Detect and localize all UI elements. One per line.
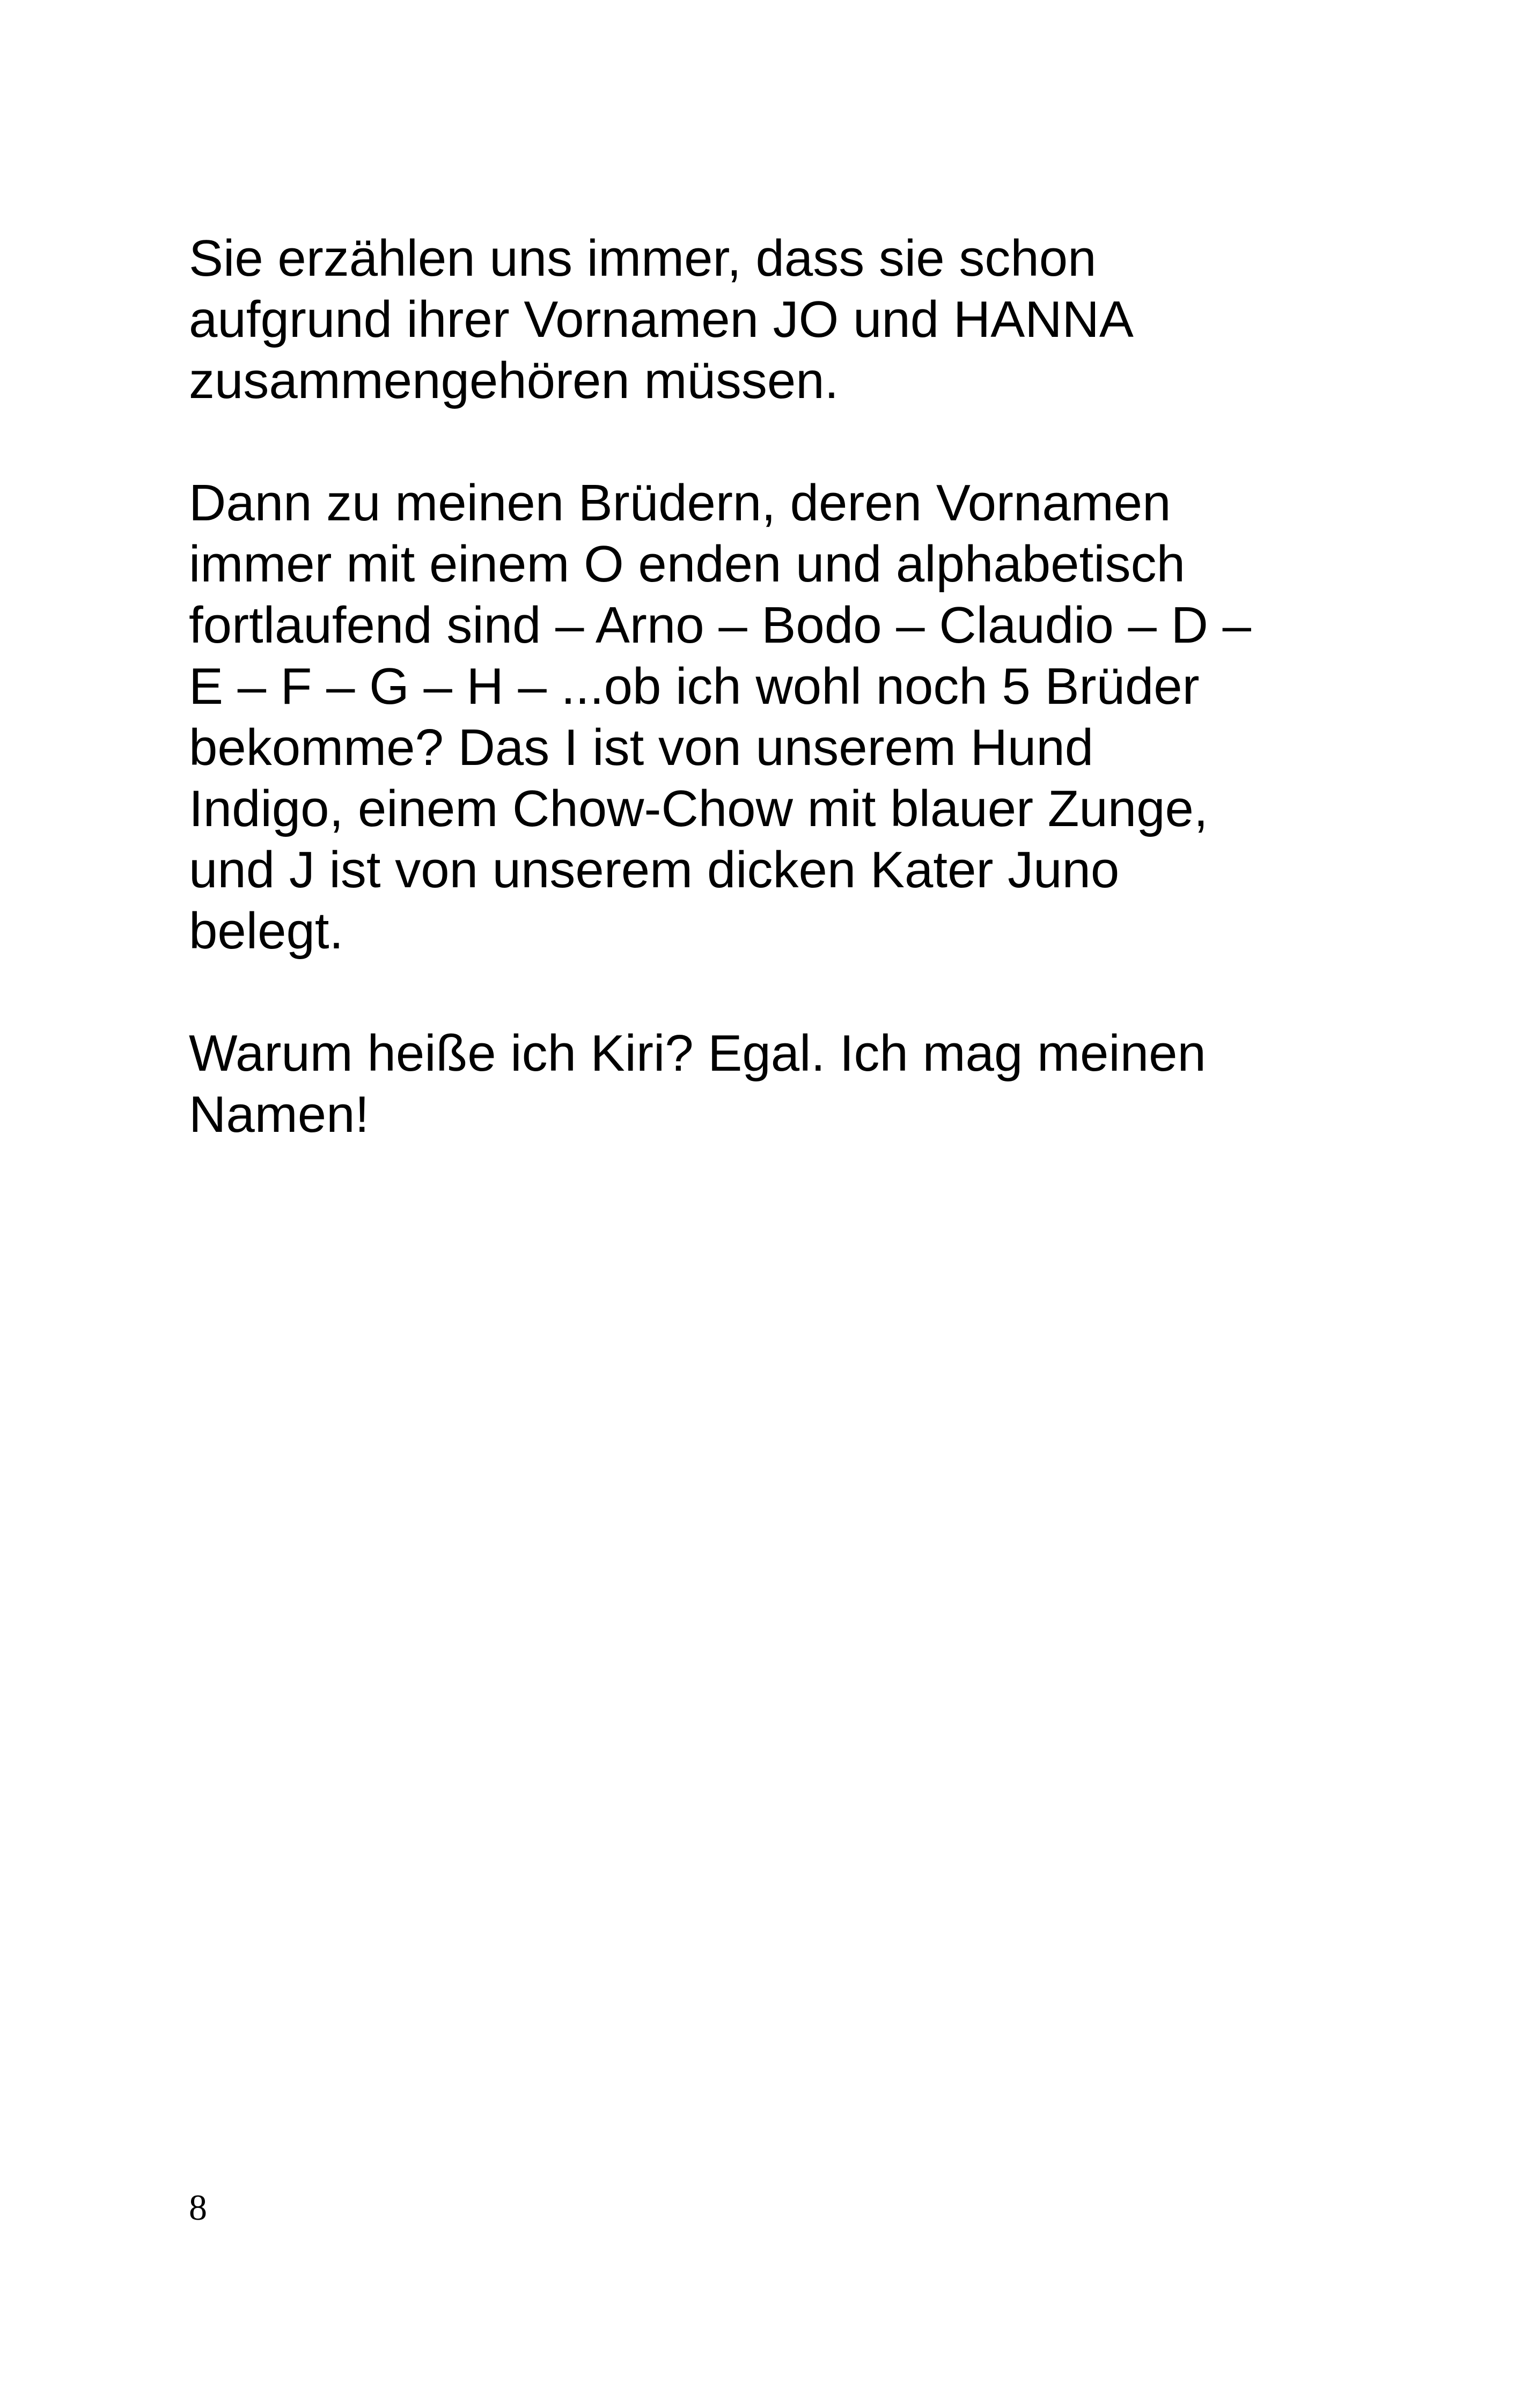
text-line: und J ist von unserem dicken Kater Juno (189, 841, 1120, 899)
text-line: fortlaufend sind – Arno – Bodo – Claudio – D – (189, 597, 1251, 654)
paragraph-1 (189, 228, 1342, 411)
text-line: belegt. (189, 902, 344, 960)
text-line: zusammengehören müssen. (189, 352, 839, 409)
paragraph-spacer (189, 411, 1342, 473)
text-line: Indigo, einem Chow-Chow mit blauer Zunge, (189, 780, 1208, 837)
text-line: Warum heiße ich Kiri? Egal. Ich mag meinen (189, 1025, 1206, 1082)
text-line: Namen! (189, 1086, 370, 1143)
text-line: Sie erzählen uns immer, dass sie schon (189, 230, 1097, 287)
text-line: aufgrund ihrer Vornamen JO und HANNA (189, 291, 1134, 348)
text-line: immer mit einem O enden und alphabetisch (189, 535, 1185, 593)
text-line: E – F – G – H – ...ob ich wohl noch 5 Brüder (189, 658, 1200, 715)
page-number: 8 (189, 2187, 207, 2228)
paragraph-3 (189, 1023, 1342, 1145)
text-line: Dann zu meinen Brüdern, deren Vornamen (189, 474, 1171, 532)
body-text (189, 228, 1342, 1145)
paragraph-2 (189, 473, 1342, 962)
text-line: bekomme? Das I ist von unserem Hund (189, 719, 1094, 776)
paragraph-spacer (189, 962, 1342, 1023)
